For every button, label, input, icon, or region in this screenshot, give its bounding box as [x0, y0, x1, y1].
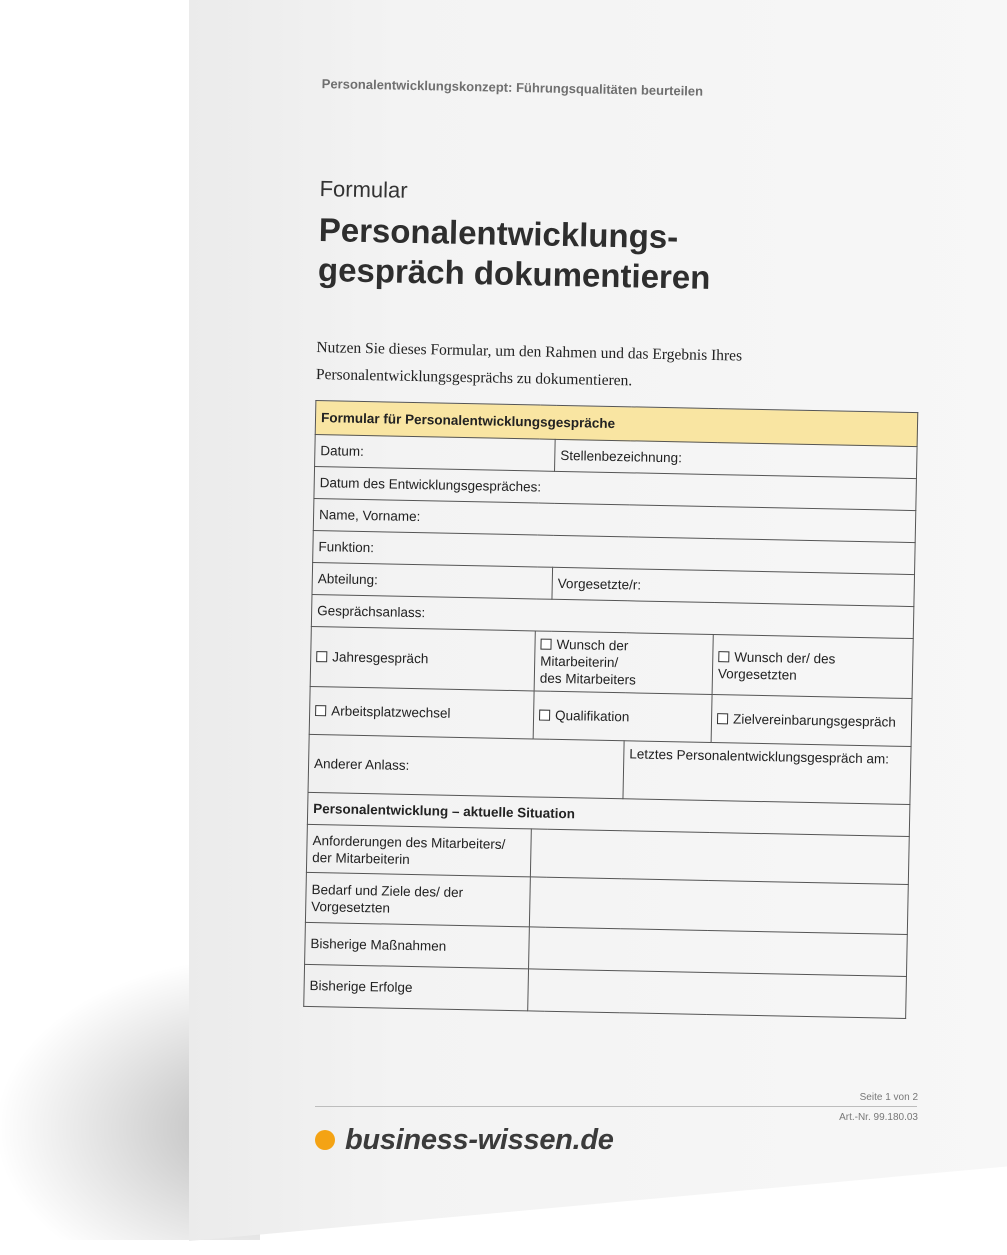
- logo-text: business-wissen.de: [345, 1124, 614, 1156]
- label-line-2: Vorgesetzten: [311, 898, 391, 916]
- field-datum[interactable]: Datum:: [315, 435, 556, 472]
- field-letztes-gespraech[interactable]: Letztes Personalentwicklungsgespräch am:: [623, 741, 911, 805]
- label-massnahmen: Bisherige Maßnahmen: [305, 922, 530, 968]
- title-line-2: gespräch dokumentieren: [317, 251, 711, 296]
- option-label-line-2: des Mitarbeiters: [539, 670, 637, 688]
- input-anforderungen[interactable]: [530, 829, 909, 885]
- field-funktion[interactable]: Funktion:: [313, 530, 916, 574]
- checkbox-icon[interactable]: [540, 639, 551, 650]
- field-gespraechsanlass: Gesprächsanlass:: [311, 594, 914, 638]
- option-label: Wunsch der/ des: [734, 648, 836, 666]
- field-datum-gespraech[interactable]: Datum des Entwicklungsgespräches:: [314, 467, 917, 511]
- field-vorgesetzte[interactable]: Vorgesetzte/r:: [552, 567, 915, 606]
- option-label: Qualifikation: [554, 707, 630, 725]
- label-bedarf: [305, 872, 530, 926]
- page-number: Seite 1 von 2: [859, 1092, 918, 1103]
- article-number: Art.-Nr. 99.180.03: [839, 1112, 918, 1123]
- intro-line-2: Personalentwicklungsgesprächs zu dokumentieren.: [315, 366, 633, 390]
- option-label-line-2: Vorgesetzten: [717, 665, 797, 683]
- option-label: Zielvereinbarungsgespräch: [732, 711, 897, 730]
- option-label: Jahresgespräch: [332, 649, 429, 667]
- option-zielvereinbarung[interactable]: [711, 695, 912, 747]
- checkbox-icon[interactable]: [316, 651, 327, 662]
- option-jahresgespraech[interactable]: [310, 626, 535, 690]
- label-erfolge: Bisherige Erfolge: [304, 964, 529, 1010]
- label-line-1: Anforderungen des Mitarbeiters/: [312, 832, 506, 852]
- option-wunsch-vorgesetzte[interactable]: [712, 635, 913, 699]
- brand-logo[interactable]: [315, 1124, 614, 1157]
- checkbox-icon[interactable]: [718, 651, 729, 662]
- input-massnahmen[interactable]: [529, 927, 908, 977]
- checkbox-icon[interactable]: [315, 705, 326, 716]
- option-arbeitsplatzwechsel[interactable]: [309, 686, 534, 738]
- field-anderer-anlass[interactable]: Anderer Anlass:: [308, 734, 624, 798]
- section-heading-situation: Personalentwicklung – aktuelle Situation: [307, 792, 910, 836]
- label-line-1: Bedarf und Ziele des/ der: [311, 881, 464, 900]
- document-header: Personalentwicklungskonzept: Führungsqualitäten beurteilen: [321, 76, 704, 99]
- checkbox-icon[interactable]: [539, 710, 550, 721]
- option-label: Wunsch der Mitarbeiterin/: [540, 636, 629, 671]
- document-title: [318, 210, 840, 300]
- document-kicker: Formular: [319, 176, 408, 203]
- label-line-2: der Mitarbeiterin: [312, 849, 410, 867]
- field-stellenbezeichnung[interactable]: Stellenbezeichnung:: [555, 439, 918, 478]
- field-name[interactable]: Name, Vorname:: [313, 498, 916, 542]
- label-anforderungen: [306, 824, 531, 876]
- footer-divider: [315, 1106, 917, 1107]
- field-abteilung[interactable]: Abteilung:: [312, 562, 553, 599]
- option-qualifikation[interactable]: [533, 691, 712, 743]
- logo-dot-icon: [315, 1130, 335, 1150]
- option-label: Arbeitsplatzwechsel: [331, 703, 451, 721]
- option-wunsch-mitarbeiter[interactable]: [534, 631, 713, 695]
- intro-line-1: Nutzen Sie dieses Formular, um den Rahmen und das Ergebnis Ihres: [316, 339, 743, 365]
- input-erfolge[interactable]: [528, 969, 907, 1019]
- title-line-1: Personalentwicklungs-: [318, 211, 679, 256]
- input-bedarf[interactable]: [529, 877, 908, 935]
- development-form-table: [303, 400, 918, 1019]
- form-heading: Formular für Personalentwicklungsgespräche: [315, 401, 918, 447]
- intro-text: [316, 334, 917, 400]
- checkbox-icon[interactable]: [717, 713, 728, 724]
